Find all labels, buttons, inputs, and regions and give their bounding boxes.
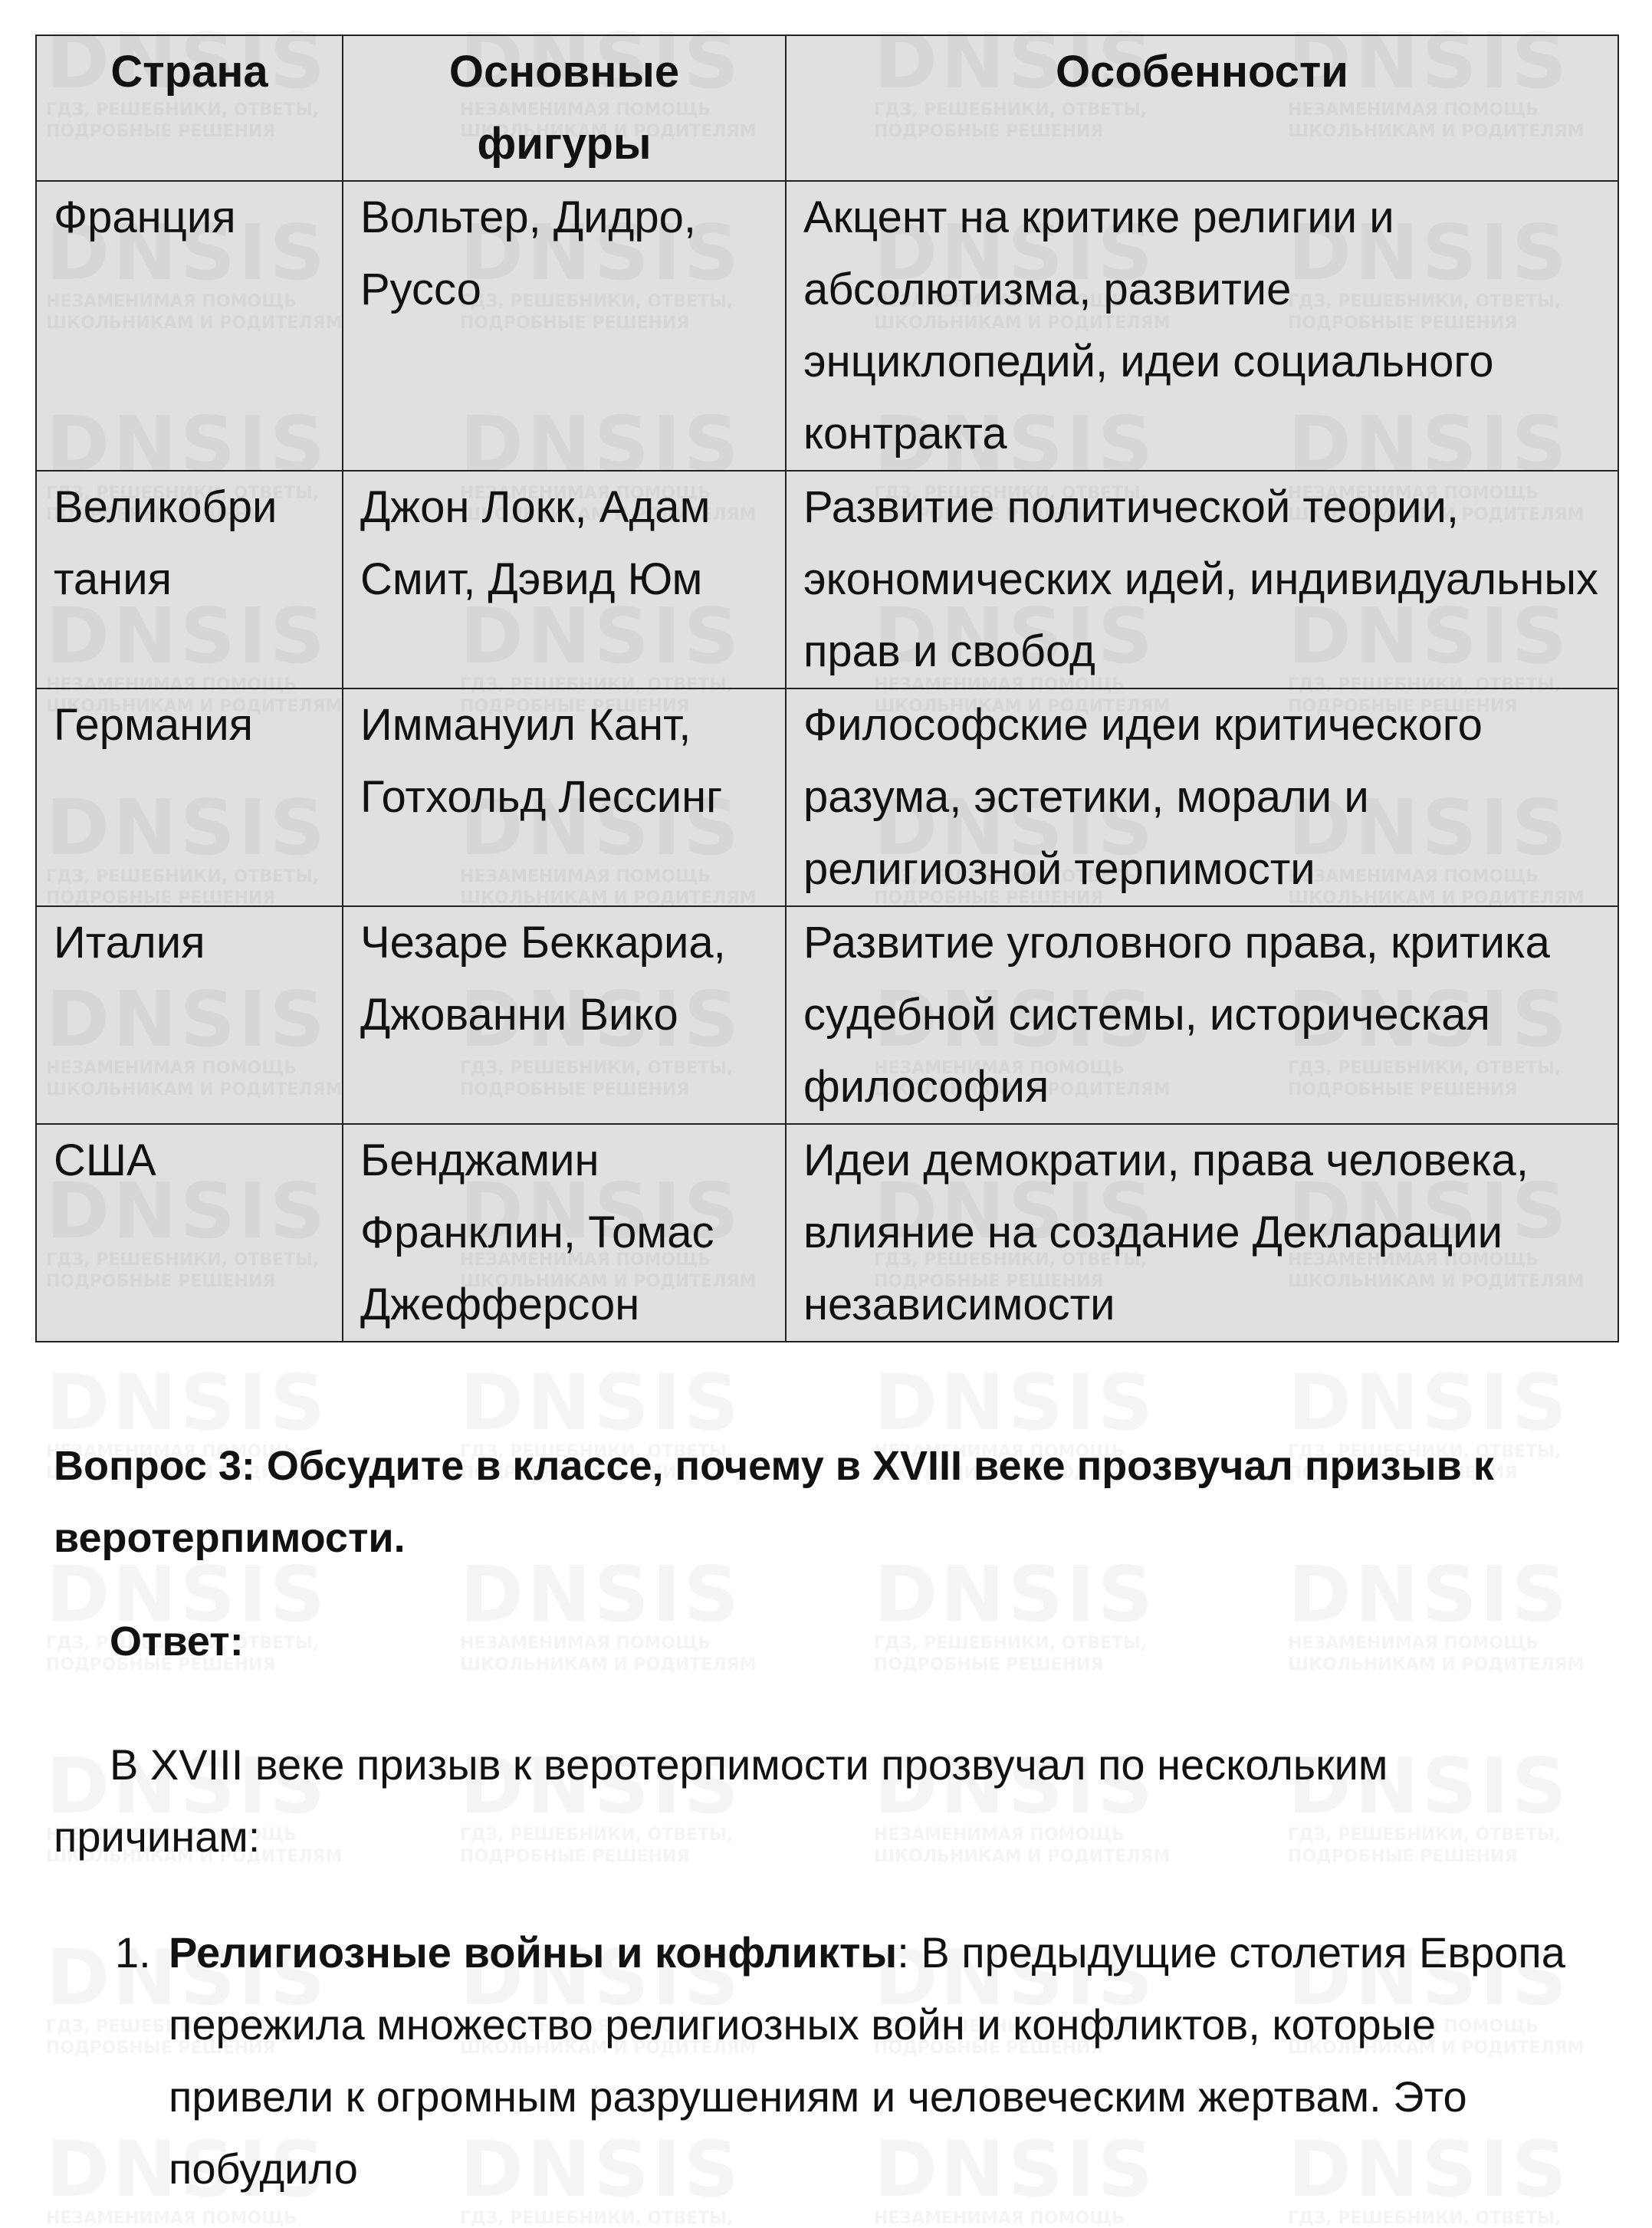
watermark-tagline bbox=[1288, 2208, 1610, 2228]
cell-country: США bbox=[36, 1124, 343, 1342]
watermark bbox=[460, 1556, 782, 1676]
watermark bbox=[1288, 1556, 1610, 1676]
cell-country: Франция bbox=[36, 181, 343, 471]
watermark-tagline bbox=[46, 2208, 368, 2228]
cell-figures: Чезаре Беккариа, Джованни Вико bbox=[343, 906, 786, 1124]
list-item-text: : В предыдущие столетия Европа пережила множество религиозных войн и конфликтов, которые привели к огромным разрушениям и человеческим жертвам. Это побудило bbox=[169, 1928, 1565, 2193]
table-row bbox=[36, 688, 1618, 906]
cell-country: Италия bbox=[36, 906, 343, 1124]
cell-figures: Вольтер, Дидро, Руссо bbox=[343, 181, 786, 471]
list-item-body bbox=[169, 1917, 1610, 2205]
watermark-tagline bbox=[874, 2208, 1196, 2228]
cell-features: Развитие политической теории, экономических идей, индивидуальных прав и свобод bbox=[786, 471, 1618, 688]
watermark-tagline bbox=[460, 2208, 782, 2228]
header-features: Особенности bbox=[786, 35, 1618, 181]
table-row bbox=[36, 471, 1618, 688]
answer-intro: В XVIII веке призыв к веротерпимости прозвучал по нескольким причинам: bbox=[54, 1740, 1388, 1861]
cell-figures: Джон Локк, Адам Смит, Дэвид Юм bbox=[343, 471, 786, 688]
question-heading: Вопрос 3: Обсудите в классе, почему в XVIII веке прозвучал призыв к веротерпимости. bbox=[54, 1443, 1494, 1561]
reasons-list bbox=[54, 1917, 1610, 2205]
watermark-tagline bbox=[874, 1633, 1196, 1676]
header-country: Страна bbox=[36, 35, 343, 181]
table-row bbox=[36, 1124, 1618, 1342]
cell-figures: Иммануил Кант, Готхольд Лессинг bbox=[343, 688, 786, 906]
cell-features: Идеи демократии, права человека, влияние на создание Декларации независимости bbox=[786, 1124, 1618, 1342]
cell-features: Философские идеи критического разума, эстетики, морали и религиозной терпимости bbox=[786, 688, 1618, 906]
list-item-number: 1. bbox=[115, 1928, 151, 1977]
watermark-tagline bbox=[1288, 1633, 1610, 1676]
cell-country: Великобри тания bbox=[36, 471, 343, 688]
list-item-title: Религиозные войны и конфликты bbox=[169, 1928, 898, 1977]
watermark-tagline bbox=[460, 1633, 782, 1676]
cell-features: Акцент на критике религии и абсолютизма, развитие энциклопедий, идеи социального контракта bbox=[786, 181, 1618, 471]
table-row bbox=[36, 181, 1618, 471]
answer-label: Ответ: bbox=[110, 1618, 244, 1664]
table-header-row bbox=[36, 35, 1618, 181]
cell-features: Развитие уголовного права, критика судебной системы, историческая философия bbox=[786, 906, 1618, 1124]
cell-figures: Бенджамин Франклин, Томас Джефферсон bbox=[343, 1124, 786, 1342]
header-figures: Основные фигуры bbox=[343, 35, 786, 181]
list-item bbox=[54, 1917, 1610, 2205]
table-row bbox=[36, 906, 1618, 1124]
enlightenment-table bbox=[35, 35, 1619, 1342]
watermark bbox=[874, 1556, 1196, 1676]
cell-country: Германия bbox=[36, 688, 343, 906]
